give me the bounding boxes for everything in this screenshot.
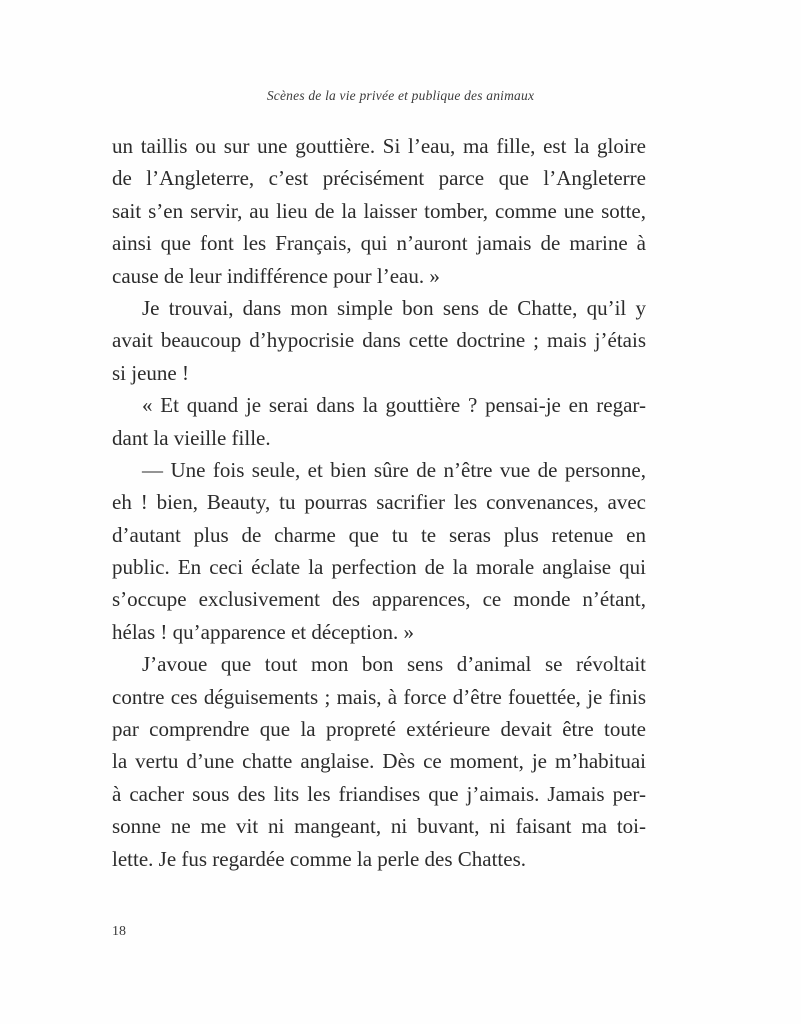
text-line: eh ! bien, Beauty, tu pourras sacrifier les convenances, avec [112, 490, 646, 515]
text-line: J’avoue que tout mon bon sens d’animal se révoltait [142, 652, 646, 677]
page-number: 18 [112, 924, 126, 939]
text-line: hélas ! qu’apparence et déception. » [112, 619, 415, 644]
text-line: sonne ne me vit ni mangeant, ni buvant, ni faisant ma toi- [112, 814, 646, 839]
text-line: un taillis ou sur une gouttière. Si l’eau, ma fille, est la gloire [112, 134, 646, 158]
text-line: public. En ceci éclate la perfection de la morale anglaise qui [112, 555, 646, 580]
running-header: Scènes de la vie privée et publique des animaux [266, 88, 535, 103]
text-line: à cacher sous des lits les friandises que j’aimais. Jamais per- [112, 781, 646, 806]
text-line: dant la vieille fille. [112, 425, 271, 450]
text-line: contre ces déguisements ; mais, à force d’être fouettée, je finis [112, 684, 646, 709]
text-line: « Et quand je serai dans la gouttière ? pensai-je en regar- [142, 393, 646, 418]
text-line: Je trouvai, dans mon simple bon sens de Chatte, qu’il y [142, 295, 646, 320]
text-line: la vertu d’une chatte anglaise. Dès ce moment, je m’habituai [112, 749, 646, 774]
text-line: ainsi que font les Français, qui n’auront jamais de marine à [112, 231, 646, 256]
text-line: cause de leur indifférence pour l’eau. » [112, 263, 440, 288]
text-line: lette. Je fus regardée comme la perle des Chattes. [112, 846, 526, 871]
text-line: s’occupe exclusivement des apparences, ce monde n’étant, [112, 587, 646, 612]
body-text [112, 130, 646, 875]
text-line: de l’Angleterre, c’est précisément parce que l’Angleterre [112, 166, 646, 191]
text-line: par comprendre que la propreté extérieure devait être toute [112, 717, 646, 742]
text-line: avait beaucoup d’hypocrisie dans cette doctrine ; mais j’étais [112, 328, 646, 353]
text-line: — Une fois seule, et bien sûre de n’être vue de personne, [142, 457, 646, 482]
text-line: d’autant plus de charme que tu te seras plus retenue en [112, 522, 646, 547]
text-line: sait s’en servir, au lieu de la laisser tomber, comme une sotte, [112, 198, 646, 223]
text-line: si jeune ! [112, 360, 189, 385]
